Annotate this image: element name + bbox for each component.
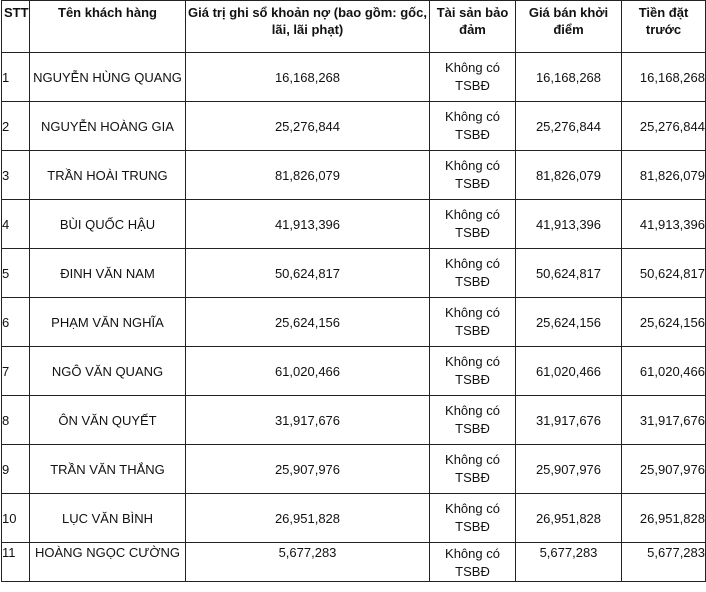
row-starting-price: 5,677,283 [516,543,622,582]
row-starting-price: 25,624,156 [516,298,622,347]
collateral-line-2: TSBĐ [455,323,490,338]
row-customer-name: NGUYỄN HOÀNG GIA [30,102,186,151]
table-body [2,53,706,582]
table-row [2,200,706,249]
table-row [2,396,706,445]
row-book-value: 25,624,156 [186,298,430,347]
row-book-value: 25,276,844 [186,102,430,151]
row-customer-name: HOÀNG NGỌC CƯỜNG [30,543,186,582]
table-row [2,494,706,543]
collateral-line-1: Không có [445,452,500,467]
row-starting-price: 50,624,817 [516,249,622,298]
row-collateral [430,396,516,445]
row-book-value: 5,677,283 [186,543,430,582]
row-deposit: 5,677,283 [622,543,706,582]
row-stt: 10 [2,494,30,543]
row-collateral [430,200,516,249]
row-book-value: 61,020,466 [186,347,430,396]
row-collateral [430,445,516,494]
row-customer-name: LỤC VĂN BÌNH [30,494,186,543]
header-stt: STT [2,1,30,53]
row-starting-price: 25,276,844 [516,102,622,151]
row-book-value: 81,826,079 [186,151,430,200]
collateral-line-1: Không có [445,158,500,173]
row-book-value: 25,907,976 [186,445,430,494]
collateral-line-2: TSBĐ [455,564,490,579]
row-starting-price: 41,913,396 [516,200,622,249]
row-stt: 11 [2,543,30,582]
row-starting-price: 26,951,828 [516,494,622,543]
row-deposit: 25,276,844 [622,102,706,151]
header-starting-price: Giá bán khởi điểm [516,1,622,53]
row-deposit: 81,826,079 [622,151,706,200]
collateral-line-2: TSBĐ [455,421,490,436]
header-deposit: Tiền đặt trước [622,1,706,53]
collateral-line-2: TSBĐ [455,274,490,289]
row-book-value: 31,917,676 [186,396,430,445]
table-row [2,53,706,102]
row-stt: 9 [2,445,30,494]
row-stt: 5 [2,249,30,298]
row-collateral [430,298,516,347]
row-book-value: 41,913,396 [186,200,430,249]
collateral-line-1: Không có [445,403,500,418]
collateral-line-2: TSBĐ [455,176,490,191]
row-starting-price: 81,826,079 [516,151,622,200]
collateral-line-2: TSBĐ [455,470,490,485]
row-customer-name: TRẦN VĂN THẮNG [30,445,186,494]
row-customer-name: ĐINH VĂN NAM [30,249,186,298]
row-book-value: 16,168,268 [186,53,430,102]
row-deposit: 31,917,676 [622,396,706,445]
header-customer-name: Tên khách hàng [30,1,186,53]
row-stt: 8 [2,396,30,445]
row-book-value: 50,624,817 [186,249,430,298]
row-customer-name: ÔN VĂN QUYẾT [30,396,186,445]
debt-table [1,0,706,582]
row-starting-price: 61,020,466 [516,347,622,396]
row-stt: 1 [2,53,30,102]
collateral-line-1: Không có [445,60,500,75]
row-deposit: 25,624,156 [622,298,706,347]
row-starting-price: 25,907,976 [516,445,622,494]
row-deposit: 25,907,976 [622,445,706,494]
collateral-line-1: Không có [445,207,500,222]
table-row [2,445,706,494]
row-deposit: 61,020,466 [622,347,706,396]
collateral-line-1: Không có [445,546,500,561]
collateral-line-1: Không có [445,109,500,124]
table-row [2,298,706,347]
row-collateral [430,249,516,298]
collateral-line-2: TSBĐ [455,225,490,240]
table-row [2,543,706,582]
row-customer-name: NGÔ VĂN QUANG [30,347,186,396]
row-stt: 4 [2,200,30,249]
collateral-line-2: TSBĐ [455,127,490,142]
row-book-value: 26,951,828 [186,494,430,543]
row-stt: 3 [2,151,30,200]
collateral-line-2: TSBĐ [455,519,490,534]
collateral-line-2: TSBĐ [455,372,490,387]
collateral-line-1: Không có [445,256,500,271]
header-book-value: Giá trị ghi sổ khoản nợ (bao gồm: gốc, lãi, lãi phạt) [186,1,430,53]
row-deposit: 26,951,828 [622,494,706,543]
row-stt: 7 [2,347,30,396]
table-row [2,347,706,396]
row-deposit: 16,168,268 [622,53,706,102]
collateral-line-1: Không có [445,354,500,369]
table-row [2,249,706,298]
table-row [2,151,706,200]
row-deposit: 50,624,817 [622,249,706,298]
row-collateral [430,102,516,151]
row-customer-name: BÙI QUỐC HẬU [30,200,186,249]
row-collateral [430,494,516,543]
collateral-line-2: TSBĐ [455,78,490,93]
row-collateral [430,543,516,582]
row-starting-price: 31,917,676 [516,396,622,445]
row-customer-name: TRẦN HOÀI TRUNG [30,151,186,200]
row-stt: 2 [2,102,30,151]
row-stt: 6 [2,298,30,347]
row-collateral [430,151,516,200]
collateral-line-1: Không có [445,305,500,320]
row-customer-name: NGUYỄN HÙNG QUANG [30,53,186,102]
collateral-line-1: Không có [445,501,500,516]
header-collateral: Tài sản bảo đảm [430,1,516,53]
row-customer-name: PHẠM VĂN NGHĨA [30,298,186,347]
row-collateral [430,53,516,102]
row-deposit: 41,913,396 [622,200,706,249]
header-row [2,1,706,53]
row-collateral [430,347,516,396]
row-starting-price: 16,168,268 [516,53,622,102]
table-row [2,102,706,151]
